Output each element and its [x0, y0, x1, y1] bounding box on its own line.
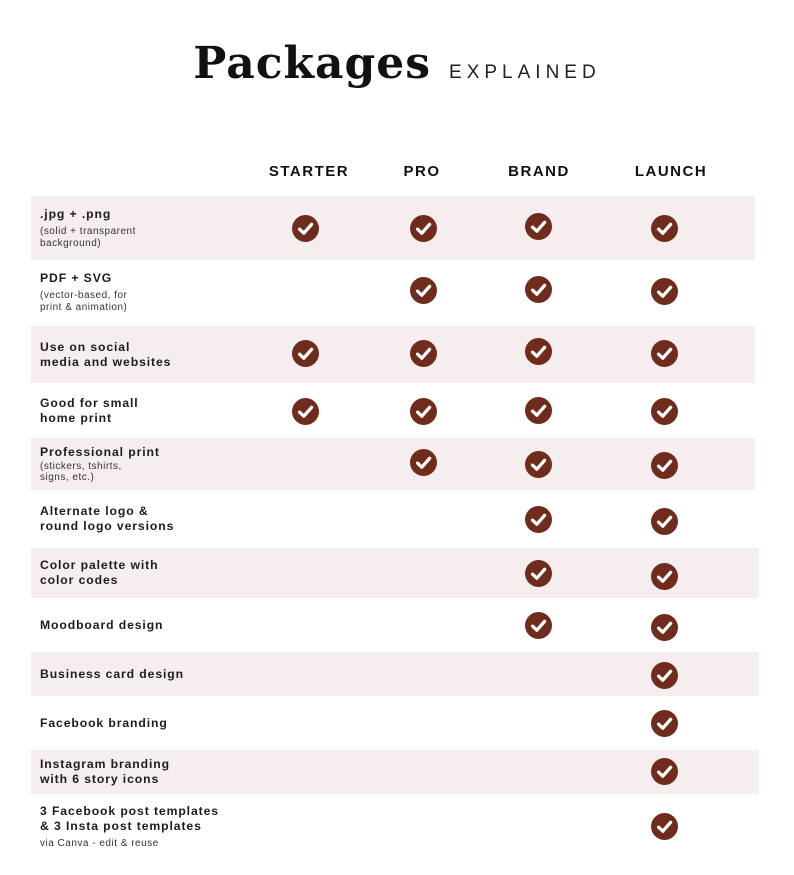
check-icon-launch	[651, 278, 678, 305]
check-icon-launch	[651, 215, 678, 242]
row-label	[40, 548, 158, 598]
row-label	[40, 438, 160, 490]
check-icon-launch	[651, 398, 678, 425]
row-label	[40, 196, 136, 260]
feature-name: Moodboard design	[40, 617, 164, 632]
table-row	[31, 383, 755, 438]
feature-name: Instagram branding with 6 story icons	[40, 757, 170, 786]
table-row	[31, 438, 755, 490]
row-label	[40, 652, 184, 696]
feature-name: Professional print	[40, 444, 160, 459]
row-label	[40, 490, 174, 548]
row-label	[40, 383, 139, 438]
check-icon-starter	[292, 398, 319, 425]
column-header-launch: LAUNCH	[634, 163, 708, 180]
check-icon-launch	[651, 813, 678, 840]
check-icon-brand	[525, 276, 552, 303]
row-label	[40, 794, 219, 860]
column-header-pro: PRO	[403, 163, 441, 180]
feature-note: via Canva - edit & reuse	[40, 838, 159, 850]
check-icon-brand	[525, 506, 552, 533]
table-row	[31, 326, 755, 383]
check-icon-launch	[651, 710, 678, 737]
check-icon-brand	[525, 612, 552, 639]
check-icon-pro	[410, 449, 437, 476]
check-icon-launch	[651, 662, 678, 689]
feature-name: Use on social media and websites	[40, 339, 172, 369]
check-icon-starter	[292, 340, 319, 367]
feature-name: PDF + SVG	[40, 271, 113, 285]
page-title	[0, 38, 794, 89]
title-main: Packages	[193, 38, 432, 89]
check-icon-launch	[651, 508, 678, 535]
check-icon-pro	[410, 277, 437, 304]
feature-name: Good for small home print	[40, 395, 139, 425]
check-icon-launch	[651, 452, 678, 479]
check-icon-brand	[525, 451, 552, 478]
check-icon-brand	[525, 397, 552, 424]
feature-name: Facebook branding	[40, 715, 168, 730]
feature-name: Alternate logo & round logo versions	[40, 504, 175, 533]
column-headers	[0, 163, 794, 185]
check-icon-brand	[525, 213, 552, 240]
column-header-starter: STARTER	[268, 163, 350, 180]
feature-name: .jpg + .png	[40, 207, 112, 221]
column-header-brand: BRAND	[508, 163, 570, 180]
feature-note: (stickers, tshirts, signs, etc.)	[40, 460, 122, 483]
check-icon-pro	[410, 340, 437, 367]
feature-note: (solid + transparent background)	[40, 226, 136, 249]
check-icon-starter	[292, 215, 319, 242]
title-sub: EXPLAINED	[449, 62, 601, 83]
check-icon-pro	[410, 215, 437, 242]
table-row	[31, 196, 755, 260]
check-icon-brand	[525, 338, 552, 365]
feature-name: 3 Facebook post templates & 3 Insta post templates	[40, 804, 219, 834]
row-label	[40, 598, 163, 652]
check-icon-launch	[651, 563, 678, 590]
check-icon-brand	[525, 560, 552, 587]
check-icon-launch	[651, 340, 678, 367]
row-label	[40, 326, 171, 383]
feature-name: Color palette with color codes	[40, 558, 159, 587]
feature-note: (vector-based, for print & animation)	[40, 290, 128, 313]
feature-name: Business card design	[40, 666, 184, 681]
table-row	[31, 260, 755, 324]
check-icon-launch	[651, 614, 678, 641]
row-label	[40, 260, 127, 324]
check-icon-launch	[651, 758, 678, 785]
check-icon-pro	[410, 398, 437, 425]
row-label	[40, 750, 170, 794]
row-label	[40, 696, 168, 750]
